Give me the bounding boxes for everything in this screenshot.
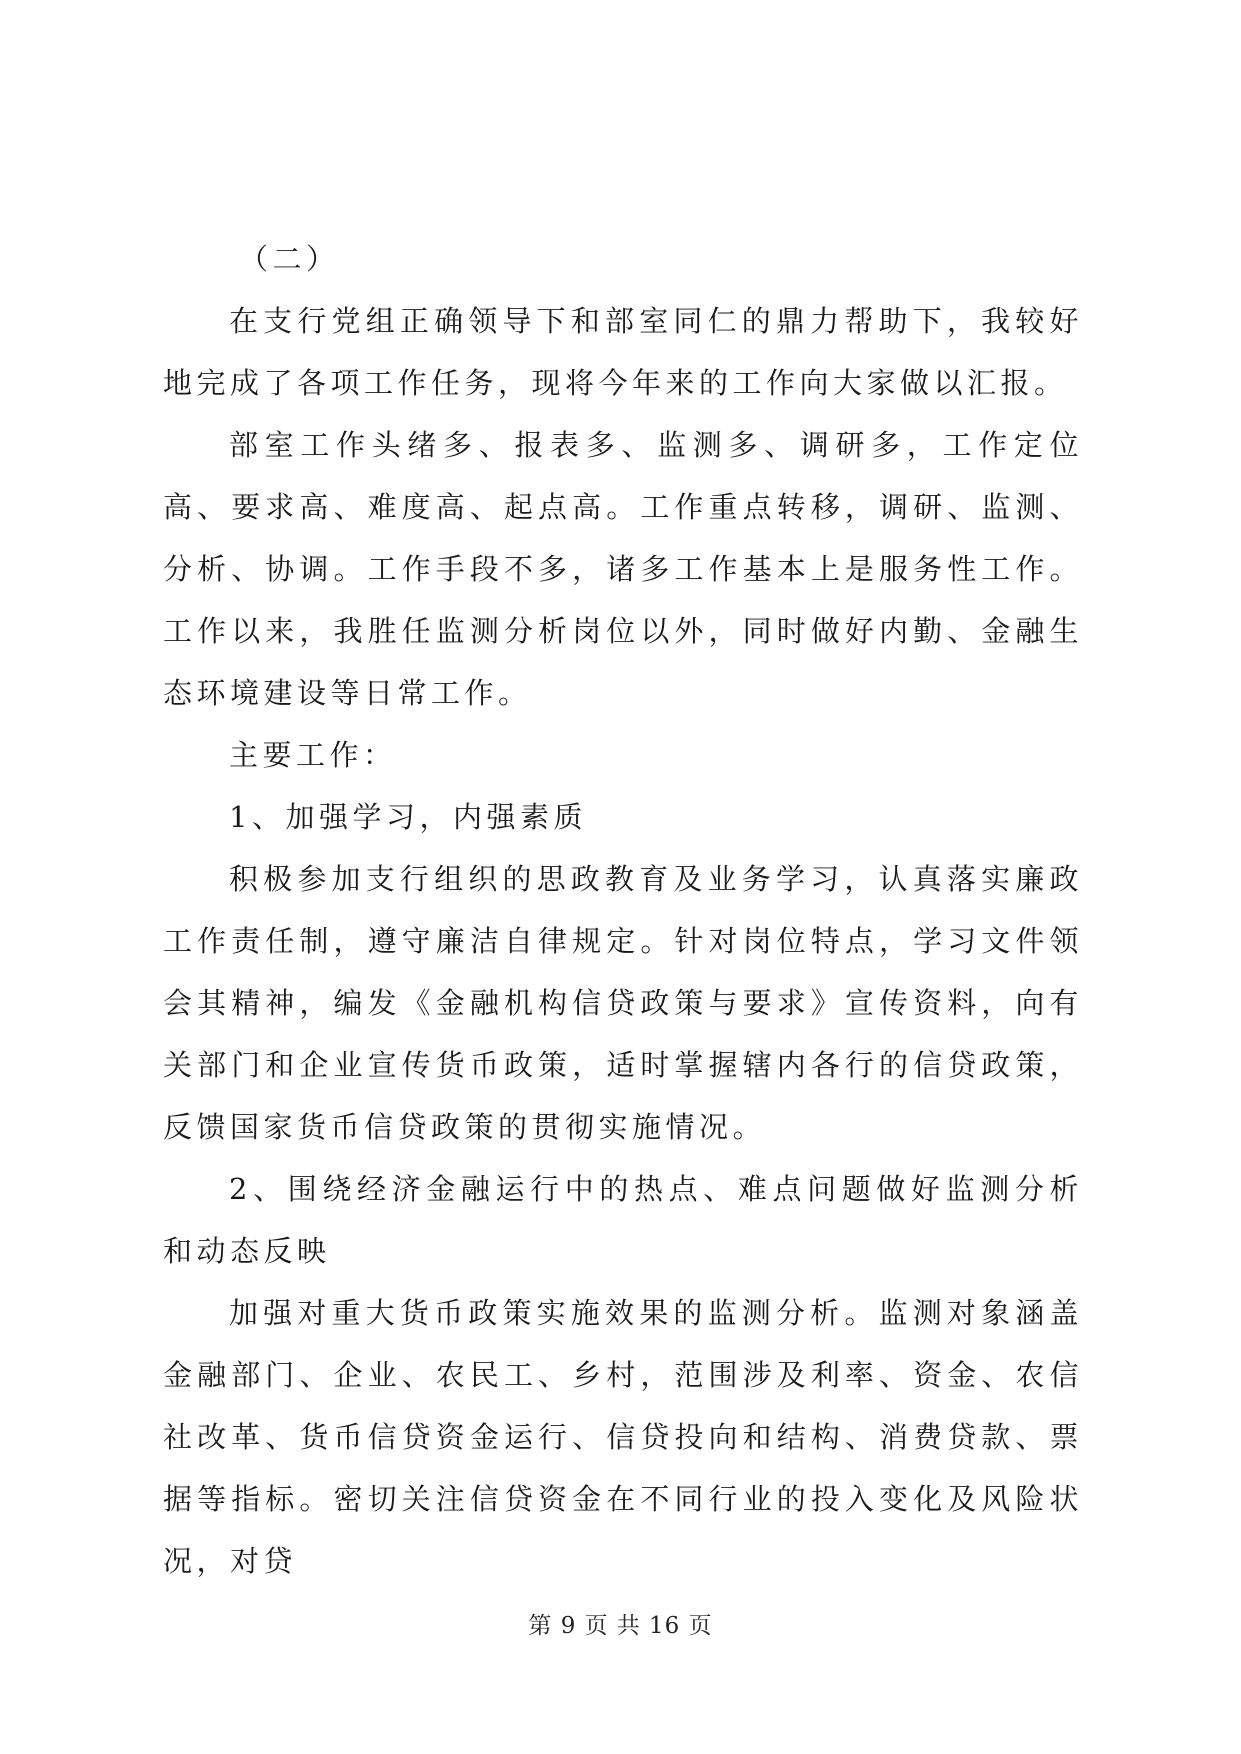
page-footer: [0, 1607, 1241, 1640]
paragraph-main-work-heading: 主要工作：: [229, 738, 397, 772]
paragraph-intro: 在支行党组正确领导下和部室同仁的鼎力帮助下，我较好地完成了各项工作任务，现将今年来的工作向大家做以汇报。: [163, 304, 1083, 400]
document-body: [163, 228, 1083, 1592]
page-total: 共 16 页: [616, 1613, 713, 1639]
paragraph-item-1-body: 积极参加支行组织的思政教育及业务学习，认真落实廉政工作责任制，遵守廉洁自律规定。针对岗位特点，学习文件领会其精神，编发《金融机构信贷政策与要求》宣传资料，向有关部门和企业宣传货币政策，适时掌握辖内各行的信贷政策，反馈国家货币信贷政策的贯彻实施情况。: [163, 862, 1083, 1144]
paragraph-item-2-heading: 2、围绕经济金融运行中的热点、难点问题做好监测分析和动态反映: [163, 1172, 1083, 1268]
page-number: 第 9 页: [528, 1613, 609, 1639]
section-label: （二）: [239, 242, 340, 276]
paragraph-item-1-heading: 1、加强学习，内强素质: [229, 800, 587, 834]
paragraph-item-2-body: 加强对重大货币政策实施效果的监测分析。监测对象涵盖金融部门、企业、农民工、乡村，范围涉及利率、资金、农信社改革、货币信贷资金运行、信贷投向和结构、消费贷款、票据等指标。密切关注信贷资金在不同行业的投入变化及风险状况，对贷: [163, 1296, 1083, 1578]
paragraph-department-work: 部室工作头绪多、报表多、监测多、调研多，工作定位高、要求高、难度高、起点高。工作重点转移，调研、监测、分析、协调。工作手段不多，诸多工作基本上是服务性工作。工作以来，我胜任监测分析岗位以外，同时做好内勤、金融生态环境建设等日常工作。: [163, 428, 1083, 710]
